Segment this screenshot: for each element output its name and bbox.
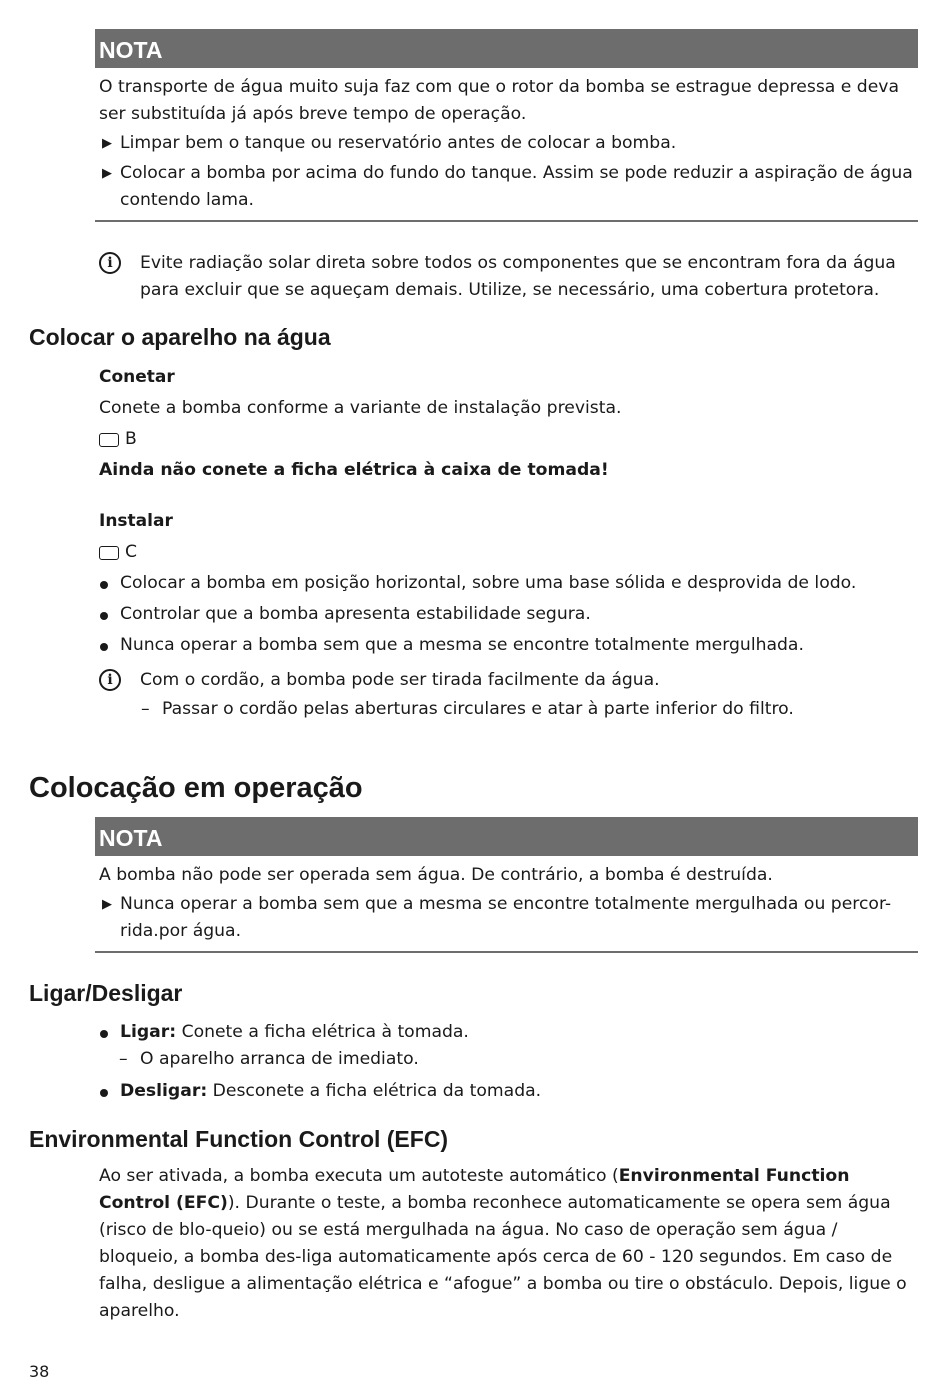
info-icon: i	[99, 252, 121, 274]
notice-step: ▶ Colocar a bomba por acima do fundo do tanque. Assim se pode reduzir a aspiração de água contendo lama.	[95, 160, 918, 220]
notice-text: A bomba não pode ser operada sem água. De contrário, a bomba é destruída.	[99, 865, 773, 885]
dash-item: – Passar o cordão pelas aberturas circulares e atar à parte inferior do filtro.	[141, 699, 794, 719]
notice-step: ▶ Nunca operar a bomba sem que a mesma se encontre totalmente mergulhada ou percor-rida.por água.	[95, 891, 918, 951]
subheading: Instalar	[99, 511, 173, 531]
info-note	[99, 667, 899, 723]
chapter-heading: Colocação em operação	[29, 772, 363, 804]
list-item: Controlar que a bomba apresenta estabilidade segura.	[95, 601, 918, 628]
info-text: Com o cordão, a bomba pode ser tirada facilmente da água.	[140, 670, 660, 690]
install-block	[99, 508, 899, 566]
warning-text: Ainda não conete a ficha elétrica à caixa de tomada!	[99, 460, 609, 480]
notice-text: O transporte de água muito suja faz com que o rotor da bomba se estrague depressa e deva ser substituída já após breve tempo de operação.	[99, 77, 899, 124]
connect-block	[99, 364, 899, 484]
list-item: Desligar: Desconete a ficha elétrica da tomada.	[95, 1078, 918, 1105]
install-bullets	[95, 570, 918, 659]
section-heading: Environmental Function Control (EFC)	[29, 1126, 449, 1152]
list-item: Nunca operar a bomba sem que a mesma se encontre totalmente mergulhada.	[95, 632, 918, 659]
notice-box	[95, 817, 918, 953]
efc-text: Ao ser ativada, a bomba executa um autoteste automático (Environmental Function Control (EFC)). Durante o teste, a bomba reconhece automaticamente se opera sem água (risco de blo-queio) ou se está mergulhada na água. No caso de operação sem água / bloqueio, a bomba des-liga automaticamente após cerca de 60 - 120 segundos. Em caso de falha, desligue a alimentação elétrica e “afogue” a bomba ou tire o obstáculo. Depois, ligue o aparelho.	[99, 1166, 907, 1321]
figure-icon	[99, 433, 119, 447]
subheading: Conetar	[99, 367, 175, 387]
list-item: Colocar a bomba em posição horizontal, sobre uma base sólida e desprovida de lodo.	[95, 570, 918, 597]
figure-reference: B	[99, 426, 137, 453]
notice-box	[95, 29, 918, 222]
connect-text: Conete a bomba conforme a variante de instalação prevista.	[99, 398, 622, 418]
figure-icon	[99, 546, 119, 560]
onoff-list	[95, 1019, 918, 1105]
info-text: Evite radiação solar direta sobre todos os componentes que se encontram fora da água para excluir que se aqueçam demais. Utilize, se necessário, uma cobertura protetora.	[140, 253, 896, 300]
info-note	[99, 250, 899, 304]
efc-paragraph	[99, 1163, 913, 1325]
info-icon: i	[99, 669, 121, 691]
arrow-icon: ▶	[102, 136, 112, 151]
section-heading: Colocar o aparelho na água	[29, 324, 331, 350]
notice-heading: NOTA	[95, 817, 918, 856]
notice-heading: NOTA	[95, 29, 918, 68]
notice-step: ▶ Limpar bem o tanque ou reservatório antes de colocar a bomba.	[95, 130, 918, 157]
dash-item: – O aparelho arranca de imediato.	[119, 1049, 419, 1069]
arrow-icon: ▶	[102, 166, 112, 181]
section-heading: Ligar/Desligar	[29, 980, 183, 1006]
arrow-icon: ▶	[102, 897, 112, 912]
page-number: 38	[29, 1362, 50, 1381]
figure-reference: C	[99, 539, 137, 566]
list-item: Ligar: Conete a ficha elétrica à tomada.	[95, 1019, 918, 1046]
